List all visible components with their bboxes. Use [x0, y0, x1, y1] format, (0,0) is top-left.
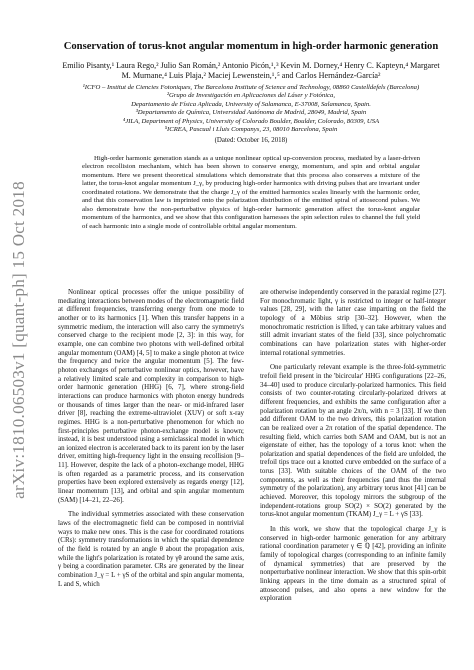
affiliation: ²Grupo de Investigación en Aplicaciones del Láser y Fotónica,: [166, 92, 336, 100]
arxiv-stamp-text: arXiv:1810.06503v1 [quant-ph] 15 Oct 2018: [9, 181, 28, 499]
paragraph: Nonlinear optical processes offer the unique possibility of mediating interactions between modes of the electromagnetic field at different frequencies, transferring energy from one mode to another or to its harmonics [1]. When this transfer happens in a symmetric medium, the interaction will also carry the symmetry's conserved charge to the recipient mode [2, 3]: in this way, for example, one can combine two photons with well-defined orbital angular momentum (OAM) [4, 5] to make a single photon at twice the frequency and twice the angular momentum [5]. The few-photon exchanges of perturbative nonlinear optics, however, have a relatively limited scale and complexity in comparison to high-order harmonic generation (HHG) [6, 7], where strong-field interactions can produce harmonics with photon energy hundreds or thousands of times larger than the near- or mid-infrared laser driver [8], reaching the extreme-ultraviolet (XUV) or soft x-ray regimes. HHG is a non-perturbative phenomenon for which no first-principles perturbative photon-exchange model is known; instead, it is best understood using a semiclassical model in which an ionized electron is accelerated back to its parent ion by the laser driver, emitting high-frequency light in the ensuing recollision [9–11]. However, despite the lack of a photon-exchange model, HHG is often regarded as a parametric process, and its conservation properties have been explored extensively as regards energy [12], linear momentum [13], and orbital and spin angular momentum (SAM) [14–21, 22–26].: [58, 288, 244, 504]
affiliation: ⁵ICREA, Pascual i Lluis Companys, 23, 08010 Barcelona, Spain: [164, 126, 338, 134]
paragraph: In this work, we show that the topological charge J_γ is conserved in high-order harmonic generation for any arbitrary rational coordination parameter γ ∈ ℚ [42], providing an infinite family of topological charges (corresponding to an infinite family of dynamical symmetries) that are preserved by the nonperturbative nonlinear interaction. We show that this spin-orbit linking appears in the time domain as a structured spiral of attosecond pulses, and also opens a new window for the exploration: [260, 525, 446, 603]
paper-title: Conservation of torus-knot angular momentum in high-order harmonic generation: [63, 41, 439, 52]
abstract: High-order harmonic generation stands as a unique nonlinear optical up-conversion process, mediated by a laser-driven electron recollision mechanism, which has been shown to conserve energy, momentum, and spin and orbital angular momentum. Here we present theoretical simulations which demonstrate that this process also conserves a mixture of the latter, the torus-knot angular momentum J_γ, by producing high-order harmonics with driving pulses that are invariant under coordinated rotations. We demonstrate that the charge J_γ of the emitted harmonics scales linearly with the harmonic order, and that this conservation law is imprinted onto the polarization distribution of the emitted spiral of attosecond pulses. We also demonstrate how the non-perturbative physics of high-order harmonic generation affect the torus-knot angular momentum of the harmonics, and we show that this configuration harnesses the spin selection rules to channel the full yield of each harmonic into a single mode of controllable orbital angular momentum.: [82, 154, 420, 230]
left-column: [58, 288, 244, 603]
dated-line: (Dated: October 16, 2018): [214, 136, 288, 144]
paragraph: are otherwise independently conserved in the paraxial regime [27]. For monochromatic light, γ is restricted to integer or half-integer values [28, 29], with the latter case imparting on the field the topology of a Möbius strip [30–32]. However, when the monochromatic restriction is lifted, γ can take arbitrary values and still admit invariant states of the field [33], since polychromatic combinations can have polarization states with higher-order internal rotational symmetries.: [260, 288, 446, 357]
affiliation: Departamento de Física Aplicada, University of Salamanca, E-37008, Salamanca, Spain.: [131, 100, 371, 108]
affiliation: ³Departamento de Química, Universidad Autónoma de Madrid, 28049, Madrid, Spain: [135, 109, 367, 117]
affiliations: [58, 84, 444, 135]
affiliation: ¹ICFO – Institut de Ciencies Fotoniques, The Barcelona Institute of Science and Technology, 08860 Castelldefels (Barcelona): [82, 83, 420, 91]
affiliation: ⁴JILA, Department of Physics, University of Colorado Boulder, Boulder, Colorado, 80309, USA: [122, 117, 380, 125]
arxiv-stamp: [8, 140, 30, 540]
paragraph: One particularly relevant example is the three-fold-symmetric trefoil field present in the 'bicircular' HHG configurations [22–26, 34–40] used to produce circularly-polarized harmonics. This field consists of two counter-rotating circularly-polarized drivers at different frequencies, and exhibits the same configuration after a polarization rotation by an angle 2π/n, with n = 3 [33]. If we then add different OAM to the two drivers, this polarization rotation can be realized over a 2π rotation of the spatial dependence. The resulting field, which carries both SAM and OAM, but is not an eigenstate of either, has the topology of a torus knot: when the polarization and spatial dependences of the field are unfolded, the trefoil tips trace out a knotted curve embedded on the surface of a torus [33]. With suitable choices of the OAM of the two components, as well as their frequencies (and thus the internal symmetry of the polarization), any arbitrary torus knot [41] can be achieved. Moreover, this topology mirrors the subgroup of the independent-rotations group SO(2) × SO(2) generated by the torus-knot angular momentum (TKAM) J_γ = L + γS [33].: [260, 363, 446, 519]
right-column: [260, 288, 446, 603]
paper-header: [58, 40, 444, 231]
author-list: Emilio Pisanty,¹ Laura Rego,² Julio San Román,² Antonio Picón,¹‚³ Kevin M. Dorney,⁴ Henry C. Kapteyn,⁴ Margaret M. Murnane,⁴ Luis Plaja,² Maciej Lewenstein,¹‚⁵ and Carlos Hernández-García²: [62, 61, 440, 81]
paragraph: The individual symmetries associated with these conservation laws of the electromagnetic field can be composed in nontrivial ways to make new ones. This is the case for coordinated rotations (CRs): symmetry transformations in which the spatial dependence of the field is rotated by an angle θ about the propagation axis, while the light's polarization is rotated by γθ around the same axis, γ being a coordination parameter. CRs are generated by the linear combination J_γ = L + γS of the orbital and spin angular momenta, L and S, which: [58, 510, 244, 588]
body-columns: [58, 288, 446, 603]
